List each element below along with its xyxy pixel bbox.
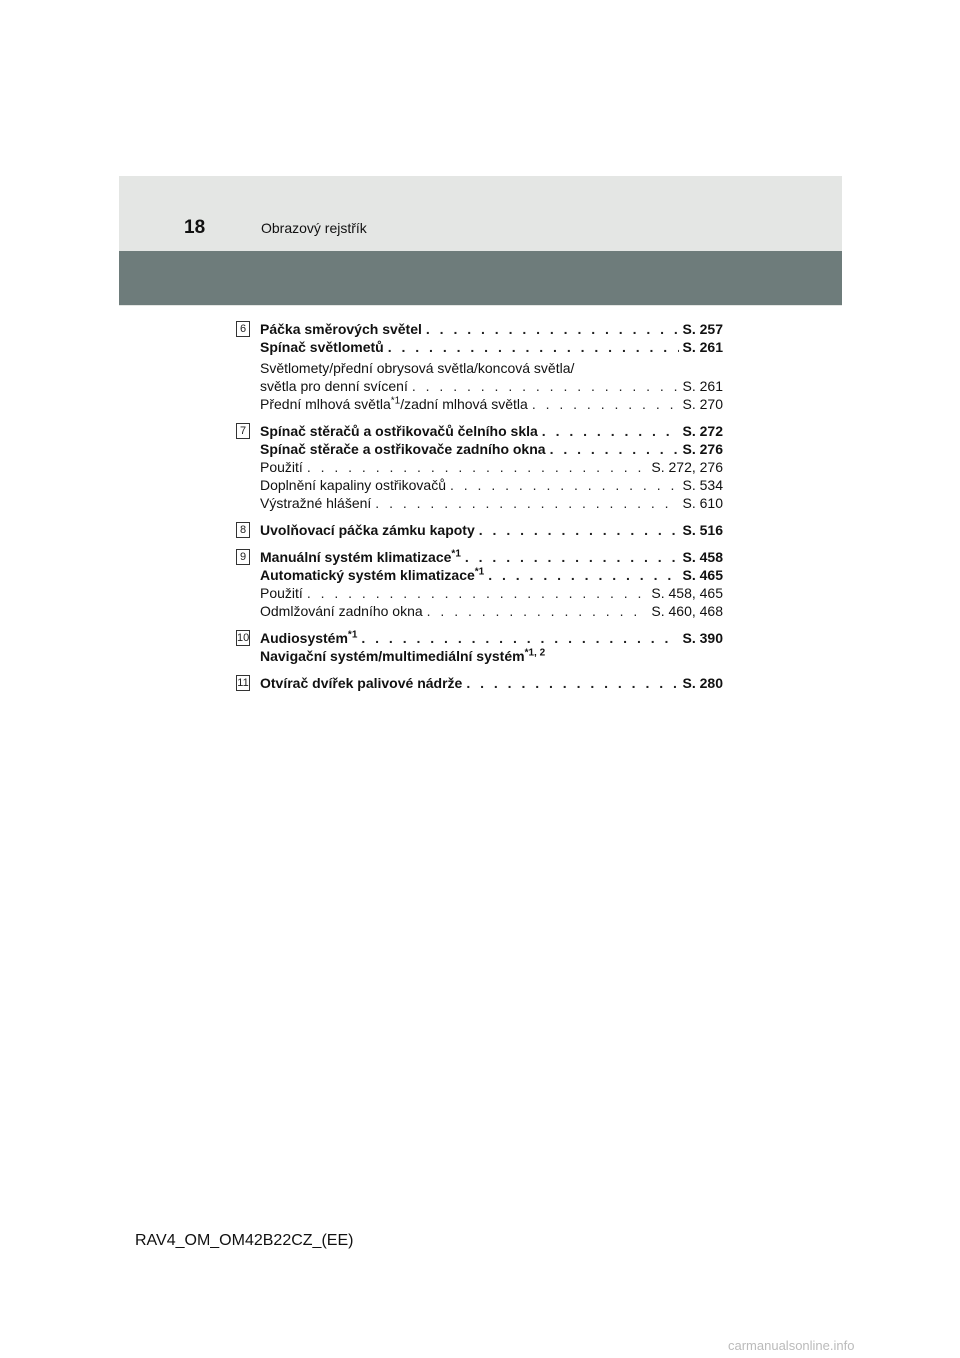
index-entry: Spínač stěrače a ostřikovače zadního okna . . . S. 276	[260, 440, 723, 458]
page-ref: S. 534	[682, 477, 723, 493]
document-code: RAV4_OM_OM42B22CZ_(EE)	[135, 1232, 354, 1249]
item-number: 7	[236, 423, 250, 439]
index-list	[236, 320, 723, 701]
index-group-11	[236, 674, 723, 692]
index-subentry: Světlomety/přední obrysová světla/koncová světla/	[260, 360, 575, 376]
index-subentry: světla pro denní svícení . . . S. 261	[260, 377, 723, 395]
page-ref: S. 390	[682, 630, 723, 646]
index-subentry: Použití . . . S. 458, 465	[260, 584, 723, 602]
item-number: 6	[236, 321, 250, 337]
page-ref: S. 272, 276	[651, 459, 723, 475]
page-ref: S. 270	[682, 396, 723, 412]
page-ref: S. 280	[682, 675, 723, 691]
page-ref: S. 458	[682, 549, 723, 565]
index-group-7	[236, 422, 723, 512]
page-ref: S. 516	[682, 522, 723, 538]
index-subentry: Odmlžování zadního okna . . . S. 460, 468	[260, 602, 723, 620]
item-number: 8	[236, 522, 250, 538]
index-subentry: Použití . . . S. 272, 276	[260, 458, 723, 476]
index-group-8	[236, 521, 723, 539]
page-ref: S. 458, 465	[651, 585, 723, 601]
index-entry: Páčka směrových světel . . . S. 257	[260, 320, 723, 338]
page-ref: S. 272	[682, 423, 723, 439]
index-subentry: Přední mlhová světla$^{*1}$/zadní mlhová světla . . . S. 270	[260, 395, 723, 413]
page-ref: S. 610	[682, 495, 723, 511]
item-number: 9	[236, 549, 250, 565]
section-title: Obrazový rejstřík	[261, 220, 367, 236]
watermark: carmanualsonline.info	[728, 1338, 855, 1353]
index-entry: Audiosystém$^{*1}$ . . . S. 390	[260, 629, 723, 647]
page-ref: S. 276	[682, 441, 723, 457]
index-subentry: Výstražné hlášení . . . S. 610	[260, 494, 723, 512]
index-entry: Manuální systém klimatizace$^{*1}$ . . . S. 458	[260, 548, 723, 566]
index-entry: Spínač stěračů a ostřikovačů čelního skla . . . S. 272	[260, 422, 723, 440]
item-number: 10	[237, 632, 250, 644]
index-group-6	[236, 320, 723, 413]
index-group-9	[236, 548, 723, 620]
index-entry: Spínač světlometů . . . S. 261	[260, 338, 723, 356]
index-entry: Automatický systém klimatizace$^{*1}$ . . . S. 465	[260, 566, 723, 584]
index-group-10	[236, 629, 723, 665]
index-entry: Navigační systém/multimediální systém$^{*1, 2}$	[260, 647, 546, 664]
page-ref: S. 257	[682, 321, 723, 337]
page-ref: S. 465	[682, 567, 723, 583]
index-entry: Uvolňovací páčka zámku kapoty . . . S. 516	[260, 521, 723, 539]
item-number: 11	[237, 677, 249, 689]
header-band	[119, 251, 842, 305]
page-ref: S. 261	[682, 378, 723, 394]
page-number: 18	[184, 217, 206, 238]
index-entry: Otvírač dvířek palivové nádrže . . . S. 280	[260, 674, 723, 692]
index-subentry: Doplnění kapaliny ostřikovačů . . . S. 534	[260, 476, 723, 494]
page-ref: S. 460, 468	[651, 603, 723, 619]
page-ref: S. 261	[682, 339, 723, 355]
